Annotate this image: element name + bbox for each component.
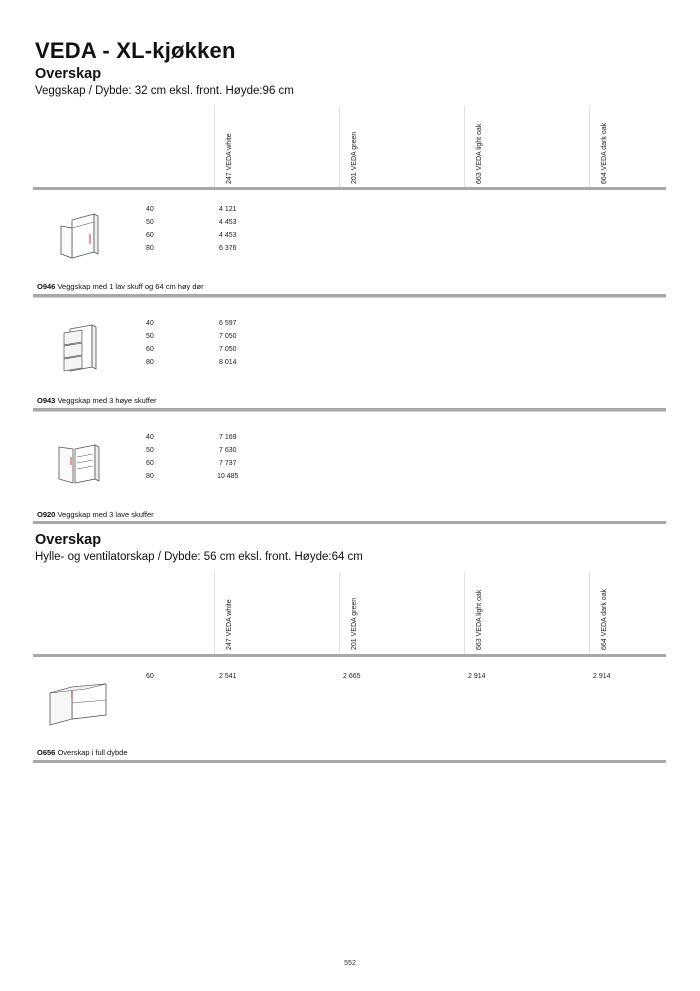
column-divider: [339, 572, 340, 656]
width-value: 40: [146, 320, 154, 327]
product-code: O946: [37, 282, 56, 291]
price-value: 7 050: [219, 346, 237, 353]
price-value: 4 121: [219, 206, 237, 213]
column-header: 247 VEDA white: [226, 133, 233, 184]
product-code: O920: [37, 510, 56, 519]
product-rule: [33, 760, 666, 763]
width-value: 80: [146, 473, 154, 480]
width-value: 40: [146, 206, 154, 213]
section-subheading: Veggskap / Dybde: 32 cm eksl. front. Høyde:96 cm: [35, 85, 294, 97]
column-divider: [464, 106, 465, 190]
wall-cabinet-door-drawer-icon: [58, 212, 102, 262]
section-subheading: Hylle- og ventilatorskap / Dybde: 56 cm eksl. front. Høyde:64 cm: [35, 551, 363, 563]
column-header: 664 VEDA dark oak: [601, 122, 608, 184]
width-value: 80: [146, 245, 154, 252]
column-header: 247 VEDA white: [226, 599, 233, 650]
column-header: 201 VEDA green: [351, 597, 358, 650]
price-value: 7 630: [219, 447, 237, 454]
price-value: 10 485: [217, 473, 239, 480]
price-value: 6 597: [219, 320, 237, 327]
product-rule-thin: [33, 297, 666, 298]
column-divider: [464, 572, 465, 656]
column-divider: [339, 106, 340, 190]
width-value: 50: [146, 333, 154, 340]
product-rule-thin: [33, 411, 666, 412]
product-label: [37, 748, 128, 757]
width-value: 40: [146, 434, 154, 441]
page-title: VEDA - XL-kjøkken: [35, 38, 236, 63]
product-label: [37, 396, 157, 405]
product-label: [37, 282, 204, 291]
column-divider: [214, 572, 215, 656]
price-value: 2 914: [593, 673, 611, 680]
product-description: Veggskap med 3 høye skuffer: [57, 396, 157, 405]
price-value: 2 541: [219, 673, 237, 680]
width-value: 60: [146, 460, 154, 467]
column-header: 201 VEDA green: [351, 131, 358, 184]
section-heading: Overskap: [35, 66, 102, 82]
column-header: 663 VEDA light oak: [476, 589, 483, 650]
product-description: Veggskap med 3 lave skuffer: [57, 510, 154, 519]
column-header: 663 VEDA light oak: [476, 123, 483, 184]
product-label: [37, 510, 154, 519]
width-value: 50: [146, 447, 154, 454]
wall-cabinet-low-drawers-icon: [55, 443, 103, 487]
deep-wall-cabinet-icon: [46, 683, 112, 729]
column-divider: [589, 572, 590, 656]
price-value: 6 376: [219, 245, 237, 252]
page-number: 552: [344, 960, 356, 967]
price-value: 7 050: [219, 333, 237, 340]
price-value: 4 453: [219, 219, 237, 226]
product-code: O656: [37, 748, 56, 757]
product-description: Veggskap med 1 lav skuff og 64 cm høy dør: [57, 282, 204, 291]
price-value: 4 453: [219, 232, 237, 239]
width-value: 60: [146, 346, 154, 353]
wall-cabinet-three-drawers-icon: [60, 323, 100, 375]
column-divider: [214, 106, 215, 190]
price-value: 7 169: [219, 434, 237, 441]
header-rule: [33, 654, 666, 657]
price-value: 2 914: [468, 673, 486, 680]
section-heading: Overskap: [35, 532, 102, 548]
header-rule: [33, 187, 666, 190]
width-value: 80: [146, 359, 154, 366]
width-value: 60: [146, 673, 154, 680]
width-value: 60: [146, 232, 154, 239]
product-rule: [33, 521, 666, 524]
price-value: 2 665: [343, 673, 361, 680]
product-code: O943: [37, 396, 56, 405]
price-value: 8 014: [219, 359, 237, 366]
price-value: 7 737: [219, 460, 237, 467]
width-value: 50: [146, 219, 154, 226]
column-header: 664 VEDA dark oak: [601, 588, 608, 650]
product-description: Overskap i full dybde: [57, 748, 128, 757]
column-divider: [589, 106, 590, 190]
